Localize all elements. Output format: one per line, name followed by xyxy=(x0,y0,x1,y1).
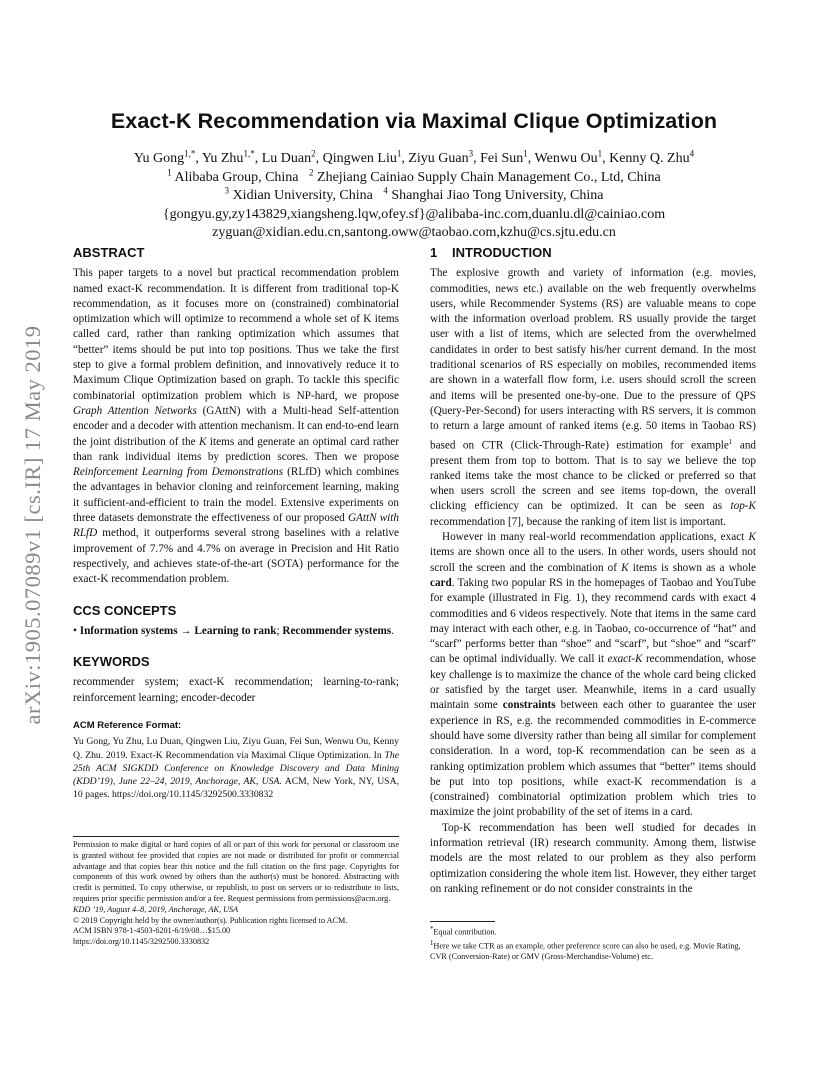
paper-title: Exact-K Recommendation via Maximal Clique Optimization xyxy=(110,109,718,133)
copyright-notice: © 2019 Copyright held by the owner/author(s). Publication rights licensed to ACM. xyxy=(73,915,348,925)
affiliation-line-2: $^3$ Xidian University, China $^4$ Shanghai Jiao Tong University, China xyxy=(224,185,604,203)
intro-paragraph-2: However in many real-world recommendation applications, exact K items are shown once all to the users. In other words, users should not scroll the screen and the combination of K items is shown as a whole card. Taking two popular RS in the homepages of Taobao and YouTube for example (illustrated in Fig. 1), they recommend cards with exact 4 commodities and 6 videos respectively. Note that items in the same card may interact with each other, e.g. in Taobao, co-occurrence of “hat” and “scarf” performs better than “shoe” and “scarf”, but “shoe” and “scarf” can be optimal individually. We call it exact-K recommendation, whose key challenge is to maximize the chance of the whole card being clicked or satisfied by the target user. Meanwhile, items in a card usually maintain some constraints between each other to guarantee the user experience in RS, e.g. the recommended commodities in E-commerce should have some diversity rather than being all similar for complement consideration. In a word, top-K recommendation can be seen as a ranking optimization problem which assumes that “better” items should be put into top positions, while exact-K recommendation is a (constrained) combinatorial optimization problem which tries to maximize the joint probability of the set of items in a card. xyxy=(430,531,756,819)
right-column xyxy=(430,245,756,897)
ccs-heading: CCS CONCEPTS xyxy=(73,602,177,618)
author-affiliation-mark: 2 xyxy=(311,148,316,159)
keywords-text: recommender system; exact-K recommendation; learning-to-rank; reinforcement learning; encoder-decoder xyxy=(73,676,399,704)
author-list: Yu Gong$^{1,*}$, Yu Zhu$^{1,*}$, Lu Duan$^2$, Qingwen Liu$^1$, Ziyu Guan$^3$, Fei Sun$^1$, Wenwu Ou$^1$, Kenny Q. Zhu$^4$ xyxy=(133,148,695,166)
author-name: Yu Zhu xyxy=(201,151,244,166)
ccs-text: • Information systems → Learning to rank; Recommender systems. xyxy=(73,624,394,637)
author-affiliation-mark: 3 xyxy=(468,148,474,159)
author-name: Lu Duan xyxy=(261,151,312,166)
footnote-equal-contribution: *Equal contribution. xyxy=(430,926,497,937)
author-name: Wenwu Ou xyxy=(534,151,598,166)
arxiv-banner xyxy=(18,290,48,760)
author-affiliation-mark: 1 xyxy=(523,148,528,159)
author-emails-2: zyguan@xidian.edu.cn,santong.oww@taobao.com,kzhu@cs.sjtu.edu.cn xyxy=(212,225,616,240)
abstract-text: This paper targets to a novel but practical recommendation problem named exact-K recommendation. It is different from traditional top-K recommendation, as it focuses more on (constrained) combinatorial optimization which will optimize to recommend a whole set of K items called card, rather than ranking optimization which assumes that “better” items should be put into top positions. Thus we take the first step to give a formal problem definition, and innovatively reduce it to Maximum Clique Optimization based on graph. To tackle this specific combinatorial optimization problem which is NP-hard, we propose Graph Attention Networks (GAttN) with a Multi-head Self-attention encoder and a decoder with attention mechanism. It can end-to-end learn the joint distribution of the K items and generate an optimal card rather than rank individual items by prediction scores. Then we propose Reinforcement Learning from Demonstrations (RLfD) which combines the advantages in behavior cloning and reinforcement learning, making it sufficient-and-efficient to train the model. Extensive experiments on three datasets demonstrate the effectiveness of our proposed GAttN with RLfD method, it outperforms several strong baselines with a relative improvement of 7.7% and 4.7% on average in Precision and Hit Ratio respectively, and achieves state-of-the-art (SOTA) performance for the exact-K recommendation problem. xyxy=(73,267,399,586)
author-block xyxy=(0,150,828,243)
acm-reference-heading: ACM Reference Format: xyxy=(73,720,182,732)
intro-paragraph-3: Top-K recommendation has been well studied for decades in information retrieval (IR) research community. Among them, listwise models are the most related to our problem as they also perform optimization considering the whole item list. However, they either target on ranking refinement or do not consider constraints in the xyxy=(430,821,756,895)
affiliation-line-1: $^1$ Alibaba Group, China $^2$ Zhejiang Cainiao Supply Chain Management Co., Ltd, China xyxy=(167,166,661,185)
introduction-heading: 1 INTRODUCTION xyxy=(430,245,552,260)
left-column xyxy=(73,245,399,801)
arxiv-identifier: arXiv:1905.07089v1 [cs.IR] 17 May 2019 xyxy=(20,325,45,725)
permission-text: Permission to make digital or hard copies of all or part of this work for personal or classroom use is granted without fee provided that copies are not made or distributed for profit or commercial advantage and that copies bear this notice and the full citation on the first page. Copyrights for components of this work owned by others than the author(s) must be honored. Abstracting with credit is permitted. To copy otherwise, or republish, to post on servers or to redistribute to lists, requires prior specific permission and/or a fee. Request permissions from permissions@acm.org. xyxy=(73,840,399,903)
isbn: ACM ISBN 978-1-4503-6201-6/19/08…$15.00 xyxy=(73,926,231,936)
abstract-heading: ABSTRACT xyxy=(73,245,145,260)
doi-link[interactable]: https://doi.org/10.1145/3292500.3330832 xyxy=(73,937,210,947)
conference-info: KDD ’19, August 4–8, 2019, Anchorage, AK, USA xyxy=(73,904,239,914)
author-name: Fei Sun xyxy=(480,151,524,166)
author-affiliation-mark: 1 xyxy=(597,148,603,159)
footnote-rule xyxy=(430,921,495,922)
author-emails-1: {gongyu.gy,zy143829,xiangsheng.lqw,ofey.sf}@alibaba-inc.com,duanlu.dl@cainiao.com xyxy=(162,206,666,222)
author-affiliation-mark: 1,* xyxy=(243,148,255,159)
author-name: Qingwen Liu xyxy=(322,151,397,166)
permission-notice xyxy=(73,836,399,948)
author-affiliation-mark: 1,* xyxy=(184,148,196,159)
footnote-ctr: $^1$Here we take CTR as an example, other preference score can also be used, e.g. Movie Rating, CVR (Conversion-Rate) or GMV (Gross-Merchandise-Volume) etc. xyxy=(430,939,741,962)
author-affiliation-mark: 1 xyxy=(396,148,402,159)
keywords-heading: KEYWORDS xyxy=(73,654,150,670)
acm-reference-text: Yu Gong, Yu Zhu, Lu Duan, Qingwen Liu, Ziyu Guan, Fei Sun, Wenwu Ou, Kenny Q. Zhu. 2019. Exact-K Recommendation via Maximal Clique Optimization. In The 25th ACM SIGKDD Conference on Knowledge Discovery and Data Mining (KDD’19), June 22–24, 2019, Anchorage, AK, USA. ACM, New York, NY, USA, 10 pages. https://doi.org/10.1145/3292500.3330832 xyxy=(73,736,399,801)
author-name: Yu Gong xyxy=(133,151,185,166)
footnotes xyxy=(430,925,756,963)
author-name: Kenny Q. Zhu xyxy=(609,151,690,166)
author-affiliation-mark: 4 xyxy=(689,148,695,159)
intro-paragraph-1: The explosive growth and variety of information (e.g. movies, commodities, news etc.) available on the web frequently overwhelms users, while Recommender Systems (RS) are valuable means to cope with the information overload problem. RS usually provide the target user with a list of items, which are selected from the overwhelmed candidates in order to best satisfy his/her current demand. In the most traditional scenarios of RS especially on mobiles, recommended items are shown in a waterfall flow form, i.e. users should scroll the screen and items will be presented one-by-one. Due to the pressure of QPS (Query-Per-Second) for users interacting with RS servers, it is common to return a large amount of ranked items (e.g. 50 items in Taobao RS) based on CTR (Click-Through-Rate) estimation for example$^1$ and present them from top to bottom. That is to say we believe the top ranked items take the most chance to be clicked or preferred so that when users scroll the screen and see items top-down, the overall clicking efficiency can be optimized. It can be seen as top-K recommendation [7], because the ranking of item list is important. xyxy=(430,267,757,528)
author-name: Ziyu Guan xyxy=(408,151,469,166)
